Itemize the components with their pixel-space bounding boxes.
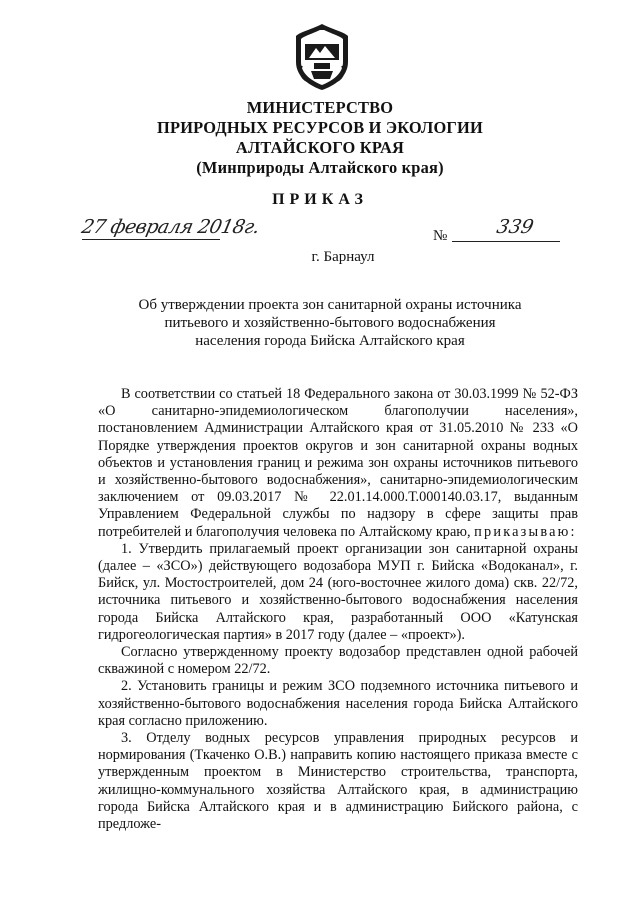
clause-3-paragraph: 3. Отделу водных ресурсов управления природных ресурсов и нормирования (Ткаченко О.В.) направить копию настоящего приказа вместе с утвержденным проектом в Министерство строительства, транспорта, жилищно-коммунального хозяйства Алтайского края, в администрацию города Бийска Алтайского края и в администрацию Бийского района, с предложе- [98, 730, 578, 833]
clause-2-paragraph: 2. Установить границы и режим ЗСО подземного источника питьевого и хозяйственно-бытового водоснабжения населения города Бийска Алтайского края согласно приложению. [98, 678, 578, 729]
ministry-title-line3: АЛТАЙСКОГО КРАЯ [235, 138, 405, 157]
order-number-label: № [433, 228, 448, 244]
subject-line-2: питьевого и хозяйственно-бытового водоснабжения [164, 315, 496, 331]
ministry-title-line2: ПРИРОДНЫХ РЕСУРСОВ И ЭКОЛОГИИ [157, 118, 483, 137]
preamble-colon: : [570, 523, 575, 540]
order-subject [100, 296, 560, 350]
document-body [98, 386, 578, 833]
date-underline [82, 239, 220, 240]
document-type-title: ПРИКАЗ [272, 191, 368, 208]
coat-of-arms-emblem [292, 22, 352, 92]
ministry-short-name: (Минприроды Алтайского края) [196, 158, 444, 177]
clause-1-note-paragraph: Согласно утвержденному проекту водозабор представлен одной рабочей скважиной с номером 22/72. [98, 644, 578, 678]
handwritten-date: 27 февраля 2018г. [79, 216, 262, 238]
subject-line-1: Об утверждении проекта зон санитарной охраны источника [138, 297, 522, 313]
order-word: приказываю [474, 523, 571, 540]
handwritten-order-number: 339 [494, 216, 536, 238]
subject-line-3: населения города Бийска Алтайского края [195, 333, 465, 349]
preamble-text: В соответствии со статьей 18 Федерального закона от 30.03.1999 № 52-ФЗ «О санитарно-эпидемиологическом благополучии населения», постановлением Администрации Алтайского края от 31.05.2010 № 233 «О Порядке утверждения проектов округов и зон санитарной охраны водных объектов и установления границ и режима зон охраны источников питьевого и хозяйственно-бытового водоснабжения», санитарно-эпидемиологическим заключением от 09.03.2017 № 22.01.14.000.Т.000140.03.17, выданным Управлением Федеральной службы по надзору в сфере защиты прав потребителей и благополучия человека по Алтайскому краю, [98, 386, 578, 540]
number-underline [452, 241, 560, 242]
preamble-paragraph [98, 386, 578, 541]
city-name: г. Барнаул [311, 249, 375, 265]
ministry-title-line1: МИНИСТЕРСТВО [246, 98, 394, 117]
clause-1-paragraph: 1. Утвердить прилагаемый проект организации зон санитарной охраны (далее – «ЗСО») действующего водозабора МУП г. Бийска «Водоканал», г. Бийск, ул. Мостостроителей, дом 24 (юго-восточнее жилого дома) скв. 22/72, источника питьевого и хозяйственно-бытового водоснабжения населения города Бийска Алтайского края, разработанный ООО «Катунская гидрогеологическая партия» в 2017 году (далее – «проект»). [98, 540, 578, 643]
